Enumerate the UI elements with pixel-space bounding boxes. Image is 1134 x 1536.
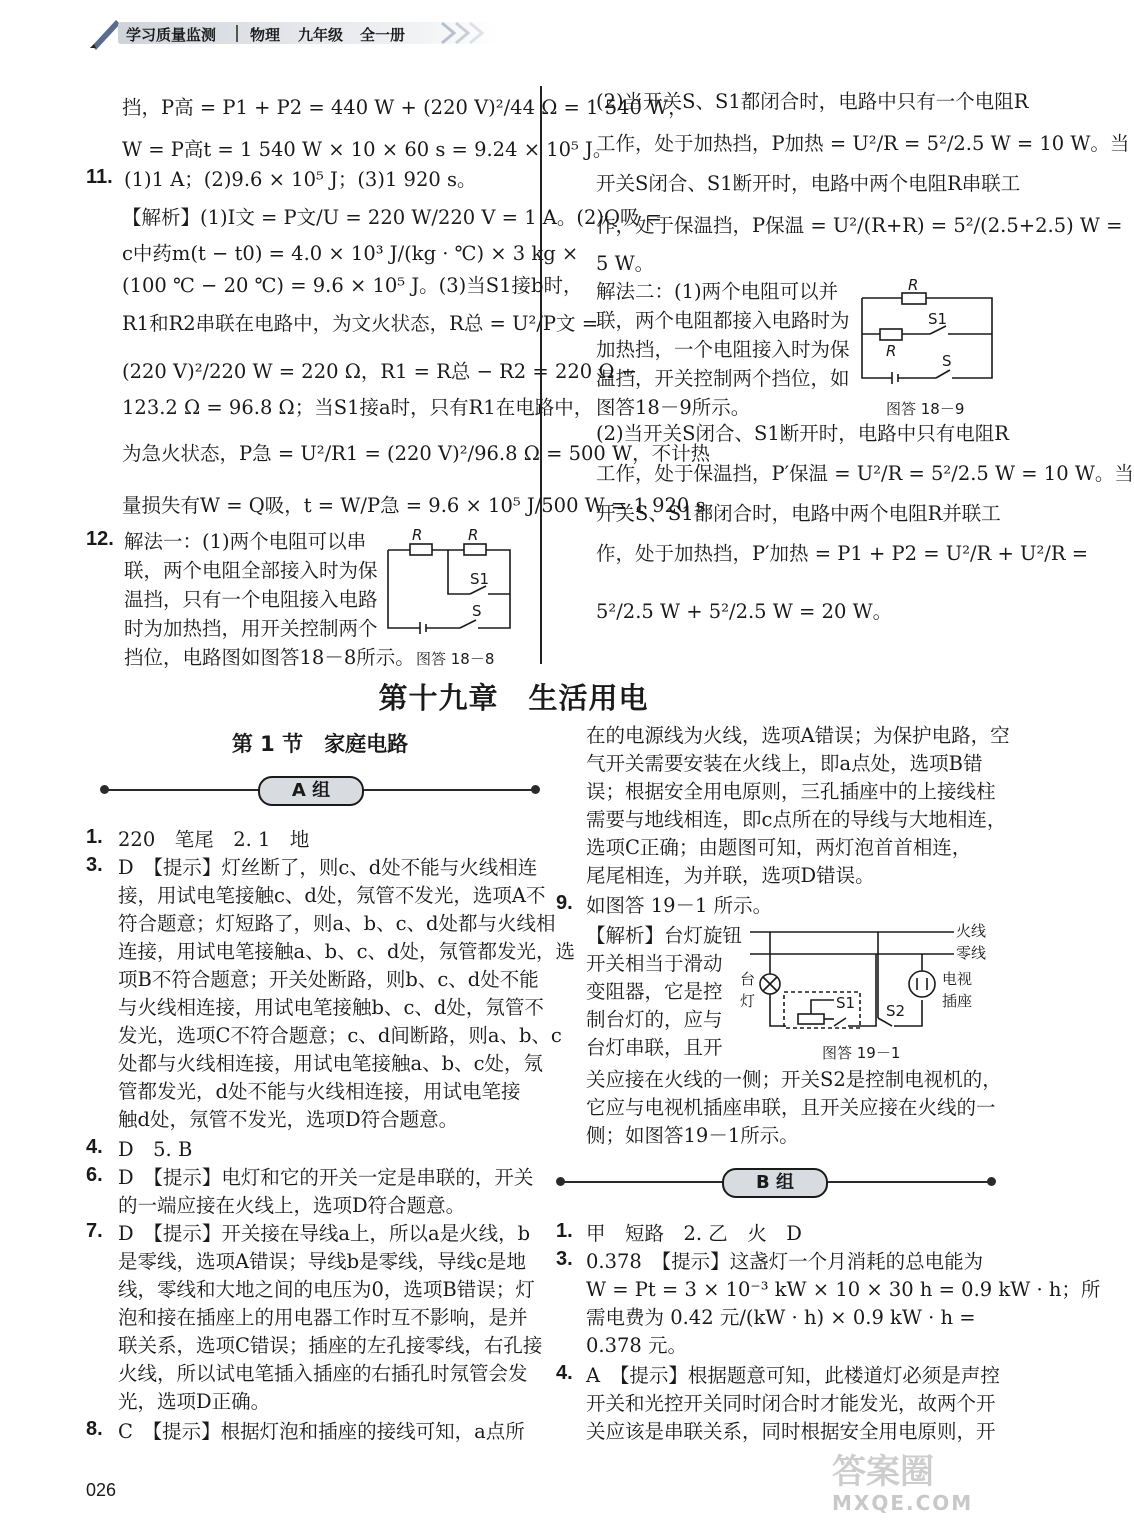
banner-line — [364, 789, 532, 791]
volume-label: 全一册 — [360, 26, 406, 44]
text-line: 误；根据安全用电原则，三孔插座中的上接线柱 — [586, 780, 996, 803]
text-line: 变阻器，它是控 — [586, 980, 723, 1003]
socket-label: 插座 — [942, 992, 973, 1010]
series-title: 学习质量监测 — [126, 26, 217, 44]
text-line: 工作，处于保温挡，P′保温 = U²/R = 5²/2.5 W = 10 W。当 — [596, 462, 1134, 485]
text-line: 挡位，电路图如图答18－8所示。 — [124, 646, 415, 669]
text-line: 联关系，选项C错误；插座的左孔接零线，右孔接 — [118, 1334, 543, 1357]
page-header — [0, 0, 1027, 70]
switch-label: S1 — [836, 994, 856, 1012]
grade-label: 九年级 — [298, 26, 344, 44]
text-line: 开关S闭合、S1断开时，电路中两个电阻R串联工 — [596, 172, 1021, 195]
text-line: 甲 短路 2. 乙 火 D — [586, 1222, 802, 1245]
group-a-banner — [100, 776, 540, 804]
question-number: 4. — [86, 1136, 103, 1158]
group-b-banner — [556, 1168, 996, 1196]
header-separator — [236, 25, 238, 42]
question-number: 9. — [556, 892, 573, 914]
question-number: 1. — [556, 1220, 573, 1242]
text-line: D 【提示】电灯和它的开关一定是串联的，开关 — [118, 1166, 534, 1189]
figure-caption: 图答 18－9 — [886, 400, 965, 418]
text-line: 联，两个电阻全部接入时为保 — [124, 559, 378, 582]
text-line: (100 ℃ − 20 ℃) = 9.6 × 10⁵ J。(3)当S1接b时， — [122, 274, 583, 297]
question-number: 6. — [86, 1164, 103, 1186]
chapter-title: 第十九章 生活用电 — [378, 681, 649, 715]
resistor-label: R — [468, 526, 479, 544]
banner-line — [564, 1181, 722, 1183]
text-line: 在的电源线为火线，选项A错误；为保护电路，空 — [586, 724, 1010, 747]
text-line: 符合题意；灯短路了，则a、b、c、d处都与火线相 — [118, 912, 556, 935]
figure-caption: 图答 19－1 — [822, 1044, 901, 1062]
text-line: 关应接在火线的一侧；开关S2是控制电视机的， — [586, 1068, 1002, 1091]
resistor-label: R — [412, 526, 423, 544]
text-line: 220 笔尾 2. 1 地 — [118, 828, 310, 851]
text-line: 如图答 19－1 所示。 — [586, 894, 773, 917]
text-line: 0.378 元。 — [586, 1334, 688, 1357]
text-line: 台灯串联，且开 — [586, 1036, 723, 1059]
text-line: 选项C正确；由题图可知，两灯泡首首相连， — [586, 836, 972, 859]
text-line: 为急火状态，P急 = U²/R1 = (220 V)²/96.8 Ω = 500 W，不计热 — [122, 442, 711, 465]
section-title: 第 1 节 家庭电路 — [231, 732, 409, 756]
text-line: 关应该是串联关系，同时根据安全用电原则，开 — [586, 1420, 996, 1443]
text-line: 触d处，氖管不发光，选项D符合题意。 — [118, 1108, 459, 1131]
text-line: 【解析】台灯旋钮 — [586, 924, 743, 947]
circuit-drawing — [380, 528, 530, 640]
text-line: 联，两个电阻都接入电路时为 — [596, 309, 850, 332]
switch-label: S — [472, 602, 482, 620]
circuit-diagram-18-8 — [380, 528, 530, 668]
text-line: (2)当开关S、S1都闭合时，电路中只有一个电阻R — [596, 90, 1029, 113]
text-line: 工作，处于加热挡，P加热 = U²/R = 5²/2.5 W = 10 W。当 — [596, 132, 1130, 155]
lamp-label: 台 — [740, 970, 756, 988]
text-line: 线，零线和大地之间的电压为0，选项B错误；灯 — [118, 1278, 535, 1301]
resistor-label: R — [908, 276, 919, 294]
watermark-logo — [832, 1452, 992, 1532]
text-line: 需电费为 0.42 元/(kW · h) × 0.9 kW · h = — [586, 1306, 976, 1329]
text-line: 开关S、S1都闭合时，电路中两个电阻R并联工 — [596, 502, 1001, 525]
watermark-top: 答案圈 — [832, 1452, 934, 1492]
text-line: 处都与火线相连接，用试电笔接触a、b、c处，氖 — [118, 1052, 544, 1075]
text-line: R1和R2串联在电路中，为文火状态，R总 = U²/P文 = — [122, 312, 599, 335]
text-line: 挡，P高 = P1 + P2 = 440 W + (220 V)²/44 Ω = 1 540 W， — [122, 96, 688, 119]
text-line: C 【提示】根据灯泡和插座的接线可知，a点所 — [118, 1420, 525, 1443]
text-line: W = Pt = 3 × 10⁻³ kW × 10 × 30 h = 0.9 kW · h；所 — [586, 1278, 1101, 1301]
text-line: A 【提示】根据题意可知，此楼道灯必须是声控 — [586, 1364, 1000, 1387]
text-line: 它应与电视机插座串联，且开关应接在火线的一 — [586, 1096, 996, 1119]
text-line: 是零线，选项A错误；导线b是零线，导线c是地 — [118, 1250, 526, 1273]
text-line: 开关相当于滑动 — [586, 952, 723, 975]
group-a-label: A 组 — [258, 776, 364, 806]
switch-label: S1 — [470, 570, 490, 588]
text-line: 时为加热挡，用开关控制两个 — [124, 617, 378, 640]
live-wire-label: 火线 — [956, 922, 987, 940]
text-line: 气开关需要安装在火线上，即a点处，选项B错 — [586, 752, 983, 775]
text-line: 【解析】(1)I文 = P文/U = 220 W/220 V = 1 A。(2)Q吸 = — [122, 206, 663, 229]
text-line: 作，处于加热挡，P′加热 = P1 + P2 = U²/R + U²/R = — [596, 542, 1089, 565]
text-line: 解法一：(1)两个电阻可以串 — [124, 530, 367, 553]
group-b-label: B 组 — [722, 1168, 828, 1198]
switch-label: S2 — [886, 1002, 906, 1020]
text-line: 光，选项D正确。 — [118, 1390, 271, 1413]
text-line: 图答18－9所示。 — [596, 396, 751, 419]
text-line: (1)1 A；(2)9.6 × 10⁵ J；(3)1 920 s。 — [124, 168, 477, 191]
text-line: 与火线相连接，用试电笔接触b、c、d处，氖管不 — [118, 996, 544, 1019]
text-line: (220 V)²/220 W = 220 Ω，R1 = R总 − R2 = 220 Ω − — [122, 360, 638, 383]
text-line: 连接，用试电笔接触a、b、c、d处，氖管都发光，选 — [118, 940, 576, 963]
banner-line — [828, 1181, 988, 1183]
page-number: 026 — [86, 1480, 117, 1500]
question-number: 7. — [86, 1220, 103, 1242]
banner-line — [108, 789, 258, 791]
text-line: 123.2 Ω = 96.8 Ω；当S1接a时，只有R1在电路中， — [122, 396, 594, 419]
text-line: 开关和光控开关同时闭合时才能发光，故两个开 — [586, 1392, 996, 1415]
text-line: D 5. B — [118, 1138, 193, 1161]
text-line: 5²/2.5 W + 5²/2.5 W = 20 W。 — [596, 600, 893, 623]
tv-label: 电视 — [942, 970, 973, 988]
question-number: 1. — [86, 826, 103, 848]
question-number: 8. — [86, 1418, 103, 1440]
text-line: 管都发光，d处不能与火线相连接，用试电笔接 — [118, 1080, 521, 1103]
text-line: 需要与地线相连，即c点所在的导线与大地相连， — [586, 808, 1007, 831]
text-line: 项B不符合题意；开关处断路，则b、c、d处不能 — [118, 968, 539, 991]
figure-caption: 图答 18－8 — [416, 650, 495, 668]
text-line: D 【提示】开关接在导线a上，所以a是火线，b — [118, 1222, 531, 1245]
question-number: 3. — [556, 1248, 573, 1270]
banner-dot — [531, 785, 540, 794]
circuit-drawing — [852, 280, 1002, 390]
text-line: 作，处于保温挡，P保温 = U²/(R+R) = 5²/(2.5+2.5) W = — [596, 214, 1123, 237]
question-number: 12. — [86, 528, 114, 550]
arrow-decoration-icon — [438, 20, 494, 46]
resistor-label: R — [886, 342, 897, 360]
lamp-label: 灯 — [740, 992, 756, 1010]
text-line: 侧；如图答19－1所示。 — [586, 1124, 799, 1147]
text-line: W = P高t = 1 540 W × 10 × 60 s = 9.24 × 10⁵ J。 — [122, 138, 613, 161]
text-line: (2)当开关S闭合、S1断开时，电路中只有电阻R — [596, 422, 1009, 445]
text-line: 接，用试电笔接触c、d处，氖管不发光，选项A不 — [118, 884, 546, 907]
text-line: c中药m(t − t0) = 4.0 × 10³ J/(kg · ℃) × 3 kg × — [122, 242, 579, 265]
subject-label: 物理 — [250, 26, 281, 44]
neutral-wire-label: 零线 — [956, 944, 987, 962]
text-line: 温挡，开关控制两个挡位，如 — [596, 367, 850, 390]
text-line: 加热挡，一个电阻接入时为保 — [596, 338, 850, 361]
text-line: 量损失有W = Q吸，t = W/P急 = 9.6 × 10⁵ J/500 W = 1 920 s。 — [122, 494, 725, 517]
text-line: 火线，所以试电笔插入插座的右插孔时氖管会发 — [118, 1362, 528, 1385]
circuit-diagram-19-1 — [736, 918, 998, 1062]
text-line: 尾尾相连，为并联，选项D错误。 — [586, 864, 875, 887]
text-line: 5 W。 — [596, 252, 655, 275]
text-line: 泡和接在插座上的用电器工作时互不影响，是并 — [118, 1306, 528, 1329]
text-line: D 【提示】灯丝断了，则c、d处不能与火线相连 — [118, 856, 538, 879]
circuit-diagram-18-9 — [852, 276, 1002, 418]
text-line: 解法二：(1)两个电阻可以并 — [596, 280, 839, 303]
text-line: 制台灯的，应与 — [586, 1008, 723, 1031]
text-line: 温挡，只有一个电阻接入电路 — [124, 588, 378, 611]
question-number: 11. — [86, 166, 113, 188]
watermark-bottom: MXQE.COM — [832, 1491, 974, 1515]
switch-label: S1 — [928, 310, 948, 328]
text-line: 0.378 【提示】这盏灯一个月消耗的总电能为 — [586, 1250, 984, 1273]
question-number: 3. — [86, 854, 103, 876]
text-line: 的一端应接在火线上，选项D符合题意。 — [118, 1194, 466, 1217]
question-number: 4. — [556, 1362, 573, 1384]
banner-dot — [987, 1177, 996, 1186]
text-line: 发光，选项C不符合题意；c、d间断路，则a、b、c — [118, 1024, 562, 1047]
switch-label: S — [942, 352, 952, 370]
